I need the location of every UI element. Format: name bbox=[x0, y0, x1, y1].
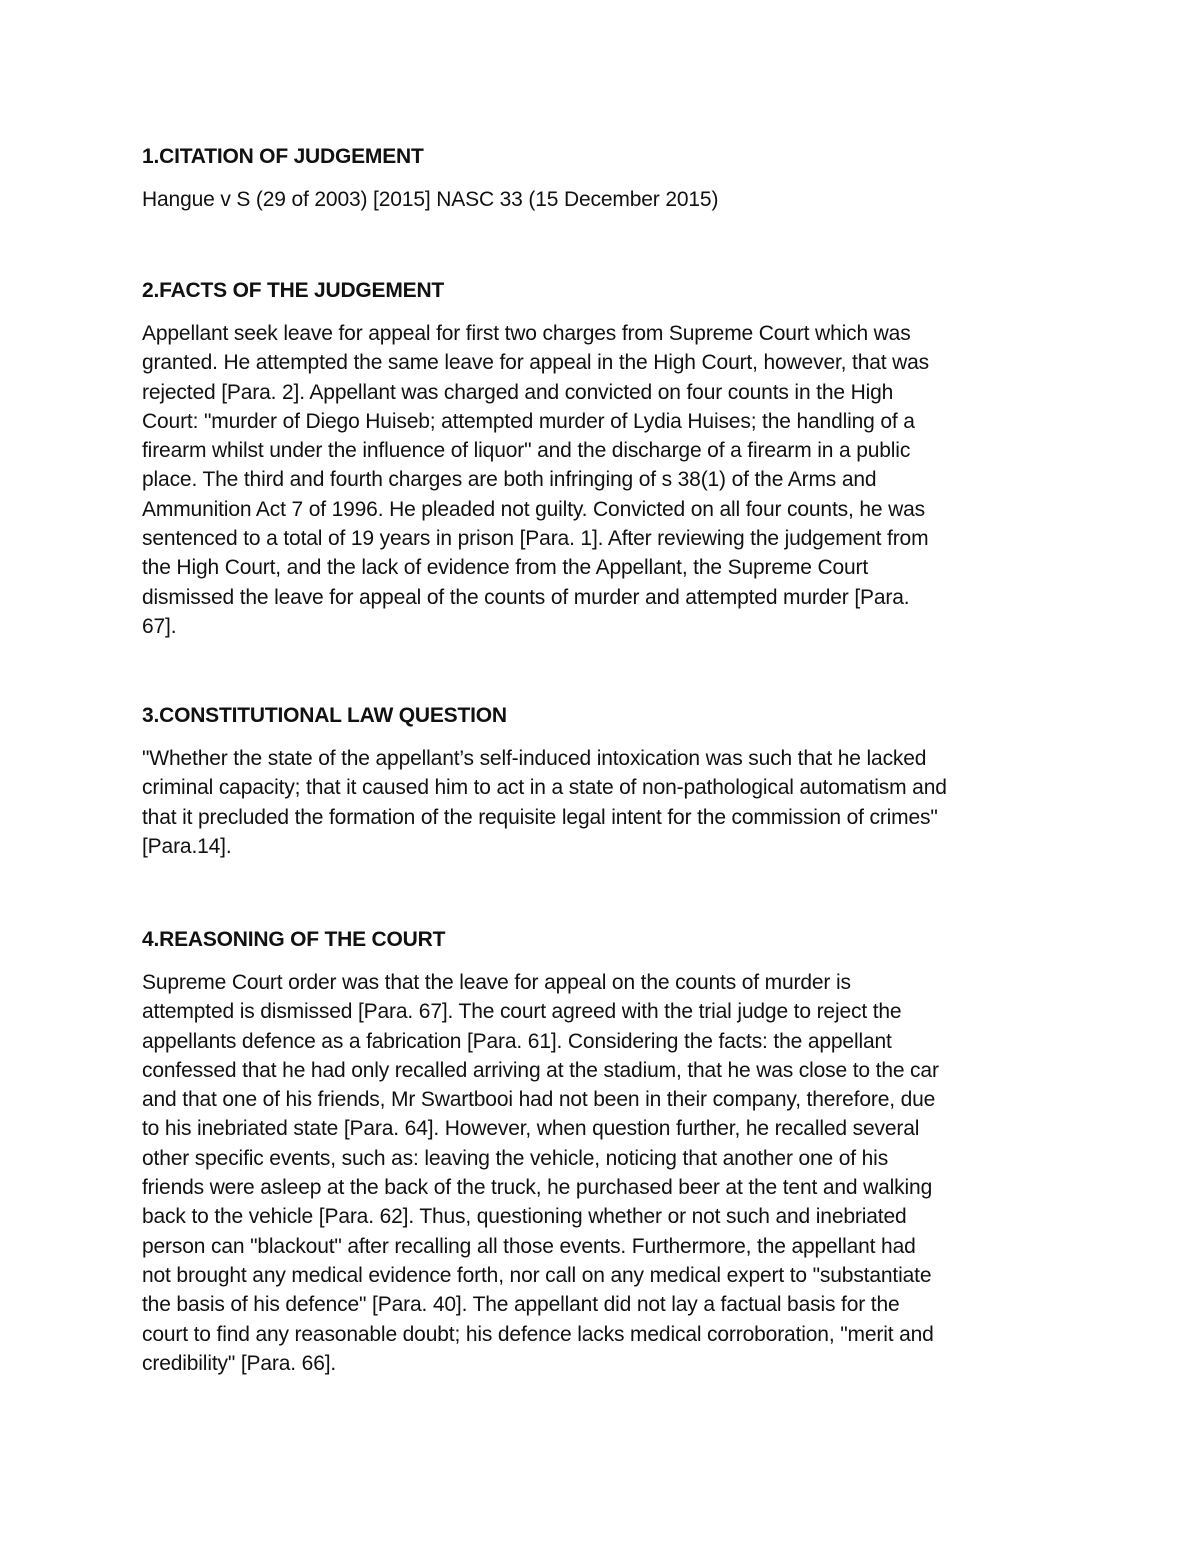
section-heading: 4.REASONING OF THE COURT bbox=[142, 928, 446, 951]
body-line: friends were asleep at the back of the truck, he purchased beer at the tent and walking bbox=[142, 1176, 933, 1200]
body-line: other specific events, such as: leaving the vehicle, noticing that another one of his bbox=[142, 1146, 889, 1170]
body-line: and that one of his friends, Mr Swartbooi had not been in their company, therefore, due bbox=[142, 1088, 936, 1112]
body-line: Appellant seek leave for appeal for first two charges from Supreme Court which was bbox=[142, 322, 911, 345]
body-line: granted. He attempted the same leave for appeal in the High Court, however, that was bbox=[142, 351, 930, 375]
section-body bbox=[142, 319, 1070, 641]
body-line: that it precluded the formation of the requisite legal intent for the commission of crimes" bbox=[142, 805, 938, 829]
body-line: credibility" [Para. 66]. bbox=[142, 1351, 337, 1375]
body-line: appellants defence as a fabrication [Para. 61]. Considering the facts: the appellant bbox=[142, 1029, 892, 1053]
body-line: firearm whilst under the influence of liquor" and the discharge of a firearm in a public bbox=[142, 439, 911, 463]
body-line: place. The third and fourth charges are both infringing of s 38(1) of the Arms and bbox=[142, 468, 877, 492]
body-line: sentenced to a total of 19 years in prison [Para. 1]. After reviewing the judgement from bbox=[142, 527, 929, 551]
body-line: [Para.14]. bbox=[142, 834, 232, 858]
body-line: the basis of his defence" [Para. 40]. The appellant did not lay a factual basis for the bbox=[142, 1293, 900, 1317]
body-line: attempted is dismissed [Para. 67]. The court agreed with the trial judge to reject the bbox=[142, 1000, 902, 1024]
body-line: confessed that he had only recalled arriving at the stadium, that he was close to the car bbox=[142, 1058, 939, 1082]
body-line: the High Court, and the lack of evidence from the Appellant, the Supreme Court bbox=[142, 556, 869, 580]
section-body bbox=[142, 968, 1070, 1378]
body-line: Supreme Court order was that the leave for appeal on the counts of murder is bbox=[142, 971, 851, 994]
body-line: back to the vehicle [Para. 62]. Thus, questioning whether or not such and inebriated bbox=[142, 1205, 907, 1229]
body-line: Court: "murder of Diego Huiseb; attempted murder of Lydia Huises; the handling of a bbox=[142, 409, 915, 433]
body-line: court to find any reasonable doubt; his defence lacks medical corroboration, "merit and bbox=[142, 1322, 934, 1346]
body-line: criminal capacity; that it caused him to act in a state of non-pathological automatism and bbox=[142, 776, 947, 800]
section-reasoning bbox=[142, 925, 1070, 1378]
body-line: dismissed the leave for appeal of the counts of murder and attempted murder [Para. bbox=[142, 585, 910, 609]
body-line: to his inebriated state [Para. 64]. However, when question further, he recalled several bbox=[142, 1117, 920, 1141]
section-heading: 3.CONSTITUTIONAL LAW QUESTION bbox=[142, 704, 507, 727]
section-body bbox=[142, 744, 1070, 861]
body-line: rejected [Para. 2]. Appellant was charged and convicted on four counts in the High bbox=[142, 380, 894, 404]
body-line: person can "blackout" after recalling all those events. Furthermore, the appellant had bbox=[142, 1234, 916, 1258]
section-facts bbox=[142, 276, 1070, 641]
section-constitutional-question bbox=[142, 701, 1070, 861]
body-line: Ammunition Act 7 of 1996. He pleaded not guilty. Convicted on all four counts, he was bbox=[142, 497, 925, 521]
body-line: Hangue v S (29 of 2003) [2015] NASC 33 (15 December 2015) bbox=[142, 188, 719, 211]
section-heading: 2.FACTS OF THE JUDGEMENT bbox=[142, 279, 445, 302]
section-body bbox=[142, 185, 1070, 214]
body-line: 67]. bbox=[142, 614, 177, 638]
body-line: "Whether the state of the appellant’s self-induced intoxication was such that he lacked bbox=[142, 747, 927, 770]
section-heading: 1.CITATION OF JUDGEMENT bbox=[142, 145, 424, 168]
section-citation bbox=[142, 142, 1070, 214]
body-line: not brought any medical evidence forth, nor call on any medical expert to "substantiate bbox=[142, 1263, 932, 1287]
